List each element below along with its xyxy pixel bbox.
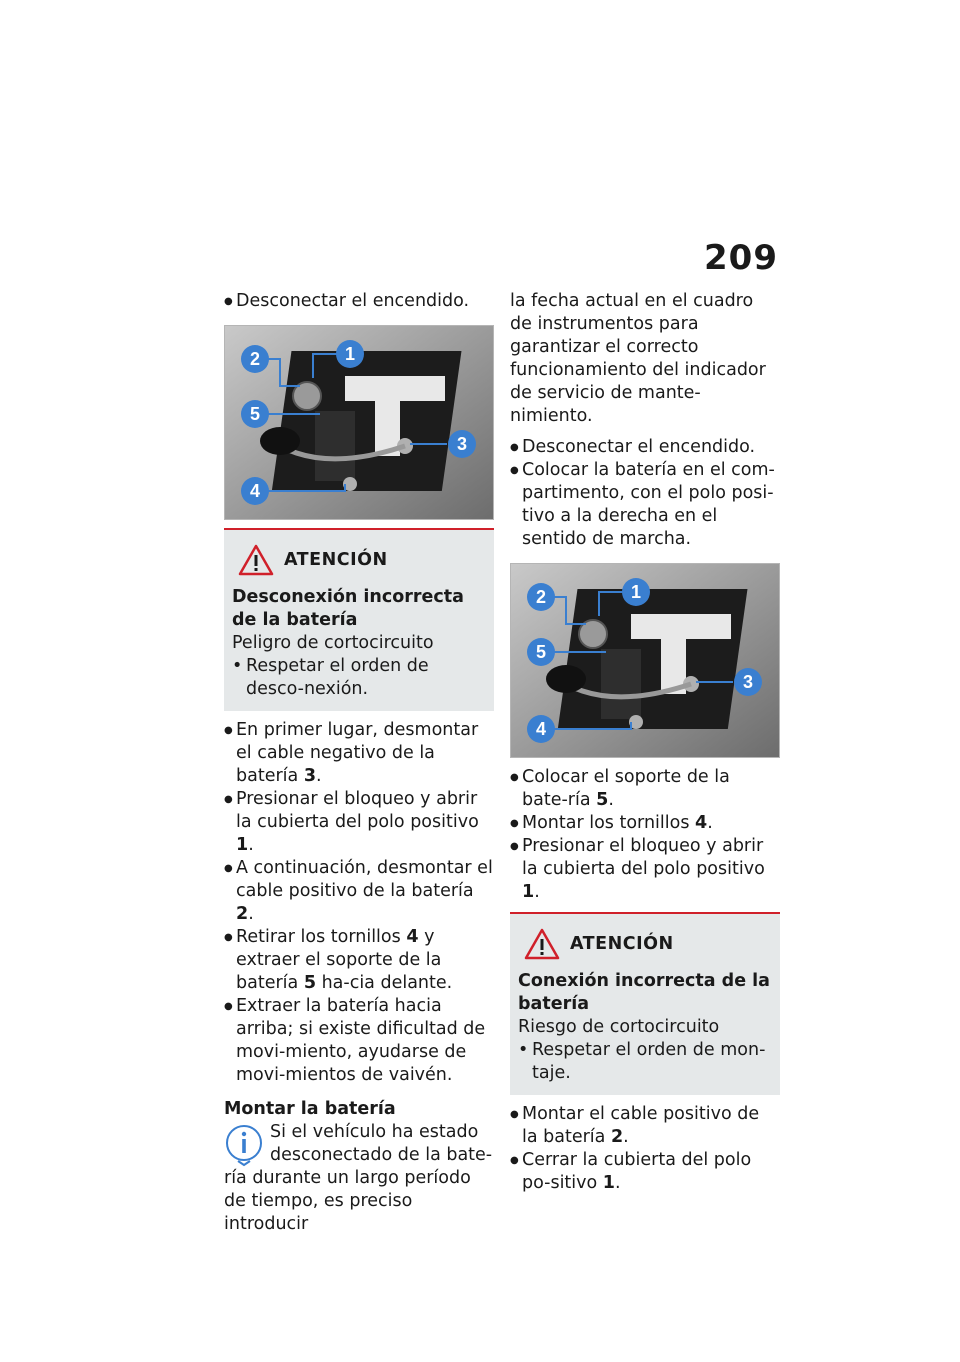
list-item: ● Presionar el bloqueo y abrir la cubierta del polo positivo 1. bbox=[224, 788, 494, 857]
install-steps-a bbox=[510, 436, 780, 551]
warning-list bbox=[518, 1039, 772, 1085]
callout-label-1: 1 bbox=[630, 582, 642, 602]
intro-list bbox=[224, 290, 494, 313]
warning-text: Peligro de cortocircuito bbox=[232, 633, 434, 653]
warning-box-2 bbox=[510, 912, 780, 1095]
callout-label-5: 5 bbox=[535, 642, 547, 662]
list-item: ● En primer lugar, desmontar el cable negativo de la batería 3. bbox=[224, 719, 494, 788]
info-text: Si el vehículo ha estado desconectado de la bate-ría durante un largo período de tiempo, es preciso introducir bbox=[224, 1122, 493, 1234]
callout-label-4: 4 bbox=[249, 481, 261, 501]
warning-header bbox=[232, 544, 486, 576]
warning-list bbox=[232, 655, 486, 701]
callout-label-1: 1 bbox=[344, 344, 356, 364]
list-item: ● Colocar la batería en el com-partimento, con el polo posi-tivo a la derecha en el sentido de marcha. bbox=[510, 459, 780, 551]
callout-label-4: 4 bbox=[535, 719, 547, 739]
left-column bbox=[224, 290, 494, 1236]
warning-triangle-icon bbox=[238, 544, 274, 576]
list-item: ● Montar los tornillos 4. bbox=[510, 812, 780, 835]
page-number: 209 bbox=[704, 238, 778, 278]
removal-steps bbox=[224, 719, 494, 1087]
battery-figure bbox=[224, 325, 494, 520]
battery-figure-2 bbox=[510, 563, 780, 758]
warning-heading: Conexión incorrecta de la batería bbox=[518, 971, 770, 1014]
warning-title: ATENCIÓN bbox=[284, 550, 388, 570]
list-item: ● Cerrar la cubierta del polo po-sitivo 1. bbox=[510, 1149, 780, 1195]
warning-box bbox=[224, 528, 494, 711]
callout-label-3: 3 bbox=[456, 434, 468, 454]
install-steps-b bbox=[510, 766, 780, 904]
battery-illustration-2 bbox=[511, 564, 780, 758]
callout-label-3: 3 bbox=[742, 672, 754, 692]
battery-illustration bbox=[225, 326, 494, 520]
list-item: ● Desconectar el encendido. bbox=[510, 436, 780, 459]
list-item: ● Extraer la batería hacia arriba; si existe dificultad de movi-miento, ayudarse de movi-mientos de vaivén. bbox=[224, 995, 494, 1087]
warning-title: ATENCIÓN bbox=[570, 934, 674, 954]
section-heading: Montar la batería bbox=[224, 1099, 396, 1119]
callout-label-5: 5 bbox=[249, 404, 261, 424]
install-steps-c bbox=[510, 1103, 780, 1195]
list-item: ● Retirar los tornillos 4 y extraer el soporte de la batería 5 ha-cia delante. bbox=[224, 926, 494, 995]
info-icon bbox=[224, 1123, 264, 1167]
warning-list-item: • Respetar el orden de mon-taje. bbox=[518, 1039, 772, 1085]
warning-list-item: • Respetar el orden de desco-nexión. bbox=[232, 655, 486, 701]
warning-triangle-icon bbox=[524, 928, 560, 960]
warning-text: Riesgo de cortocircuito bbox=[518, 1017, 720, 1037]
list-item: ● Colocar el soporte de la bate-ría 5. bbox=[510, 766, 780, 812]
continuation-text: la fecha actual en el cuadro de instrumentos para garantizar el correcto funcionamiento del indicador de servicio de mante-nimiento. bbox=[510, 291, 766, 426]
list-item: ● Presionar el bloqueo y abrir la cubierta del polo positivo 1. bbox=[510, 835, 780, 904]
list-item: ● Montar el cable positivo de la batería 2. bbox=[510, 1103, 780, 1149]
info-note bbox=[224, 1121, 494, 1236]
callout-label-2: 2 bbox=[249, 349, 261, 369]
warning-heading: Desconexión incorrecta de la batería bbox=[232, 587, 464, 630]
callout-label-2: 2 bbox=[535, 587, 547, 607]
list-item: ● A continuación, desmontar el cable positivo de la batería 2. bbox=[224, 857, 494, 926]
warning-header bbox=[518, 928, 772, 960]
right-column bbox=[510, 290, 780, 1195]
list-item: ● Desconectar el encendido. bbox=[224, 290, 494, 313]
